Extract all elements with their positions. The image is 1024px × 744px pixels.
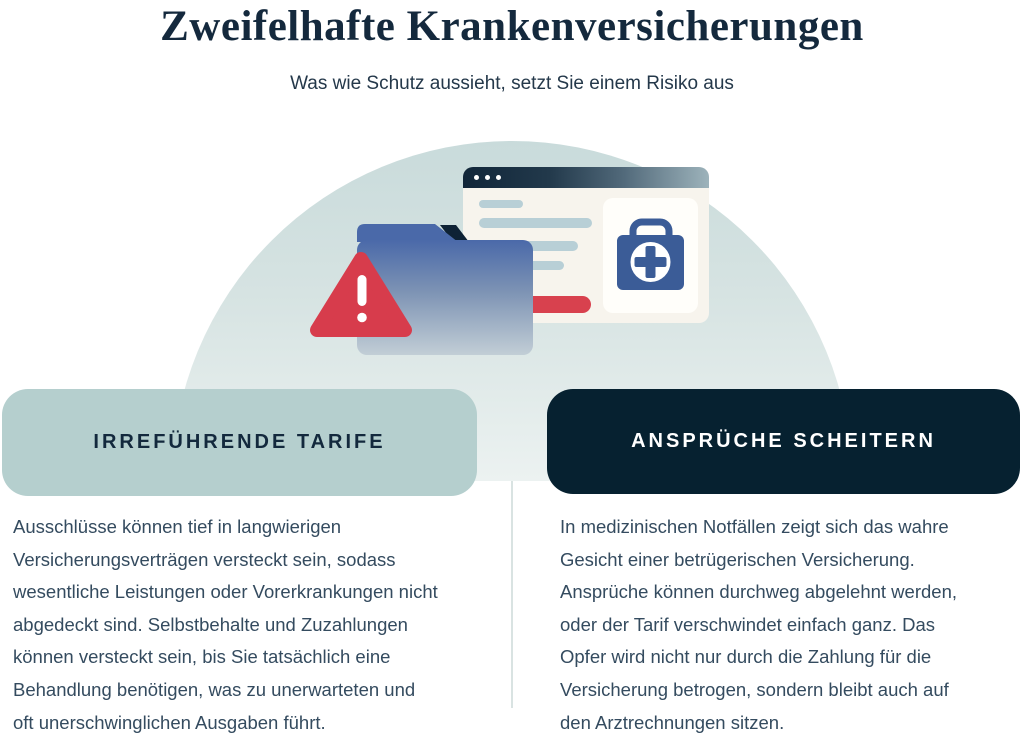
warning-triangle-icon [306, 246, 416, 344]
text-line: wesentliche Leistungen oder Vorerkrankungen nicht [13, 581, 438, 603]
text-line: abgedeckt sind. Selbstbehalte und Zuzahlungen [13, 613, 408, 635]
text-line: Behandlung benötigen, was zu unerwarteten und [13, 678, 416, 700]
text-line: Ausschlüsse können tief in langwierigen [13, 516, 342, 537]
text-line: Opfer wird nicht nur durch die Zahlung für die [560, 646, 932, 668]
tab-irrefuehrende-tarife[interactable] [2, 389, 477, 496]
text-line: Versicherungsverträgen versteckt sein, sodass [13, 548, 396, 570]
text-line: den Arztrechnungen sitzen. [560, 711, 785, 733]
window-dot-icon [485, 175, 490, 180]
window-dot-icon [474, 175, 479, 180]
browser-titlebar [463, 167, 709, 188]
text-line-placeholder [479, 200, 523, 208]
right-column-text [560, 511, 1010, 739]
tab-ansprueche-scheitern[interactable] [547, 389, 1020, 494]
text-line: In medizinischen Notfällen zeigt sich das wahre [560, 516, 949, 537]
browser-side-panel [603, 198, 698, 313]
text-line: Gesicht einer betrügerischen Versicherung. [560, 548, 915, 570]
tab-label: IRREFÜHRENDE TARIFE [93, 431, 386, 453]
text-line: Versicherung betrogen, sondern bleibt auch auf [560, 678, 949, 700]
page-title: Zweifelhafte Krankenversicherungen [160, 3, 864, 50]
text-line: oft unerschwinglichen Ausgaben führt. [13, 711, 326, 733]
text-line: oder der Tarif verschwindet einfach ganz. Das [560, 613, 935, 635]
left-column-text [13, 511, 488, 739]
tab-label: ANSPRÜCHE SCHEITERN [631, 430, 936, 452]
first-aid-kit-icon [603, 198, 698, 313]
text-line: können versteckt sein, bis Sie tatsächlich eine [13, 646, 391, 668]
window-dot-icon [496, 175, 501, 180]
text-line: Ansprüche können durchweg abgelehnt werden, [560, 581, 958, 603]
page-subtitle: Was wie Schutz aussieht, setzt Sie einem Risiko aus [290, 73, 734, 94]
